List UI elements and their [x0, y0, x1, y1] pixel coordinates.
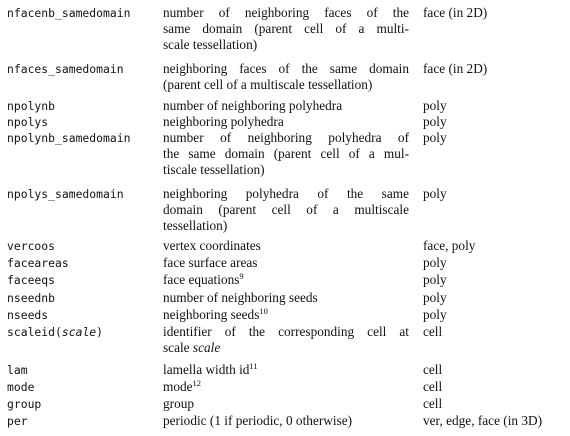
description-line: the same domain (parent cell of a mul- [163, 146, 409, 161]
keyword-description [163, 324, 409, 356]
description-line [163, 362, 409, 378]
keyword-type: face, poly [423, 238, 476, 253]
description-line: neighboring polyhedra [163, 114, 284, 129]
keyword-name: nseeds [7, 308, 49, 322]
description-line: face surface areas [163, 255, 258, 270]
keyword-description [163, 272, 409, 288]
description-line: number of neighboring seeds [163, 290, 318, 305]
keyword-description [163, 413, 409, 429]
keyword-type: poly [423, 98, 447, 113]
keyword-description [163, 290, 409, 306]
description-text: mode [163, 379, 193, 394]
keyword-name: npolynb_samedomain [7, 131, 131, 145]
keyword-description [163, 379, 409, 395]
description-text: neighboring seeds [163, 307, 260, 322]
description-line: number of neighboring polyhedra [163, 98, 343, 113]
description-line: vertex coordinates [163, 238, 261, 253]
description-line: number of neighboring faces of the [163, 5, 409, 20]
keyword-description [163, 130, 409, 178]
keyword-name-text: scaleid [7, 325, 56, 339]
keyword-name: lam [7, 363, 28, 377]
keyword-name: npolys [7, 115, 49, 129]
description-text: lamella width id [163, 362, 250, 377]
description-line [163, 340, 409, 356]
footnote-marker: 12 [192, 378, 202, 388]
keyword-type: cell [423, 362, 443, 377]
close-paren: ) [96, 325, 104, 339]
keyword-type: poly [423, 114, 447, 129]
keyword-description [163, 61, 409, 93]
keyword-description [163, 5, 409, 53]
description-line [163, 272, 409, 288]
keyword-argument: scale [61, 325, 97, 339]
description-line: number of neighboring polyhedra of [163, 130, 409, 145]
keyword-name: nseednb [7, 291, 56, 305]
keyword-description [163, 255, 409, 271]
keyword-name: mode [7, 380, 35, 394]
keyword-type: cell [423, 379, 443, 394]
description-line [163, 307, 409, 323]
description-line: scale tessellation) [163, 37, 258, 52]
footnote-marker: 11 [249, 361, 258, 371]
keyword-type: cell [423, 396, 443, 411]
description-line: identifier of the corresponding cell at [163, 324, 409, 339]
keyword-type: poly [423, 255, 447, 270]
keyword-description [163, 238, 409, 254]
keyword-type: poly [423, 290, 447, 305]
description-text: scale [163, 340, 190, 355]
keyword-name: faceareas [7, 256, 69, 270]
footnote-marker: 9 [239, 271, 244, 281]
keyword-type: face (in 2D) [423, 61, 488, 76]
keyword-name: npolys_samedomain [7, 187, 124, 201]
keyword-type: poly [423, 130, 447, 145]
keyword-type: face (in 2D) [423, 5, 488, 20]
keyword-name: nfacenb_samedomain [7, 6, 131, 20]
keyword-name: per [7, 414, 28, 428]
description-line: domain (parent cell of a multiscale [163, 202, 409, 217]
description-line: (parent cell of a multiscale tessellation) [163, 77, 373, 92]
description-line: neighboring faces of the same domain [163, 61, 409, 76]
keyword-description [163, 186, 409, 234]
keyword-description [163, 362, 409, 378]
description-italic: scale [192, 340, 221, 355]
description-line: periodic (1 if periodic, 0 otherwise) [163, 413, 353, 428]
description-line: same domain (parent cell of a multi- [163, 21, 409, 36]
keyword-description [163, 98, 409, 114]
keyword-name: npolynb [7, 99, 56, 113]
keyword-type: cell [423, 324, 443, 339]
keyword-name: group [7, 397, 42, 411]
keyword-description [163, 307, 409, 323]
open-paren: ( [55, 325, 62, 339]
keyword-name [7, 324, 162, 340]
keyword-name: nfaces_samedomain [7, 62, 124, 76]
keyword-name: faceeqs [7, 273, 56, 287]
keyword-name: vercoos [7, 239, 56, 253]
keyword-description [163, 114, 409, 130]
keyword-description [163, 396, 409, 412]
description-line: tessellation) [163, 218, 228, 233]
keyword-type: poly [423, 272, 447, 287]
description-text: face equations [163, 272, 240, 287]
description-line: tiscale tessellation) [163, 162, 265, 177]
keyword-type: poly [423, 307, 447, 322]
description-line: neighboring polyhedra of the same [163, 186, 409, 201]
footnote-marker: 10 [259, 306, 268, 316]
description-line [163, 379, 409, 395]
keyword-type: ver, edge, face (in 3D) [423, 413, 543, 428]
description-line: group [163, 396, 195, 411]
keyword-type: poly [423, 186, 447, 201]
